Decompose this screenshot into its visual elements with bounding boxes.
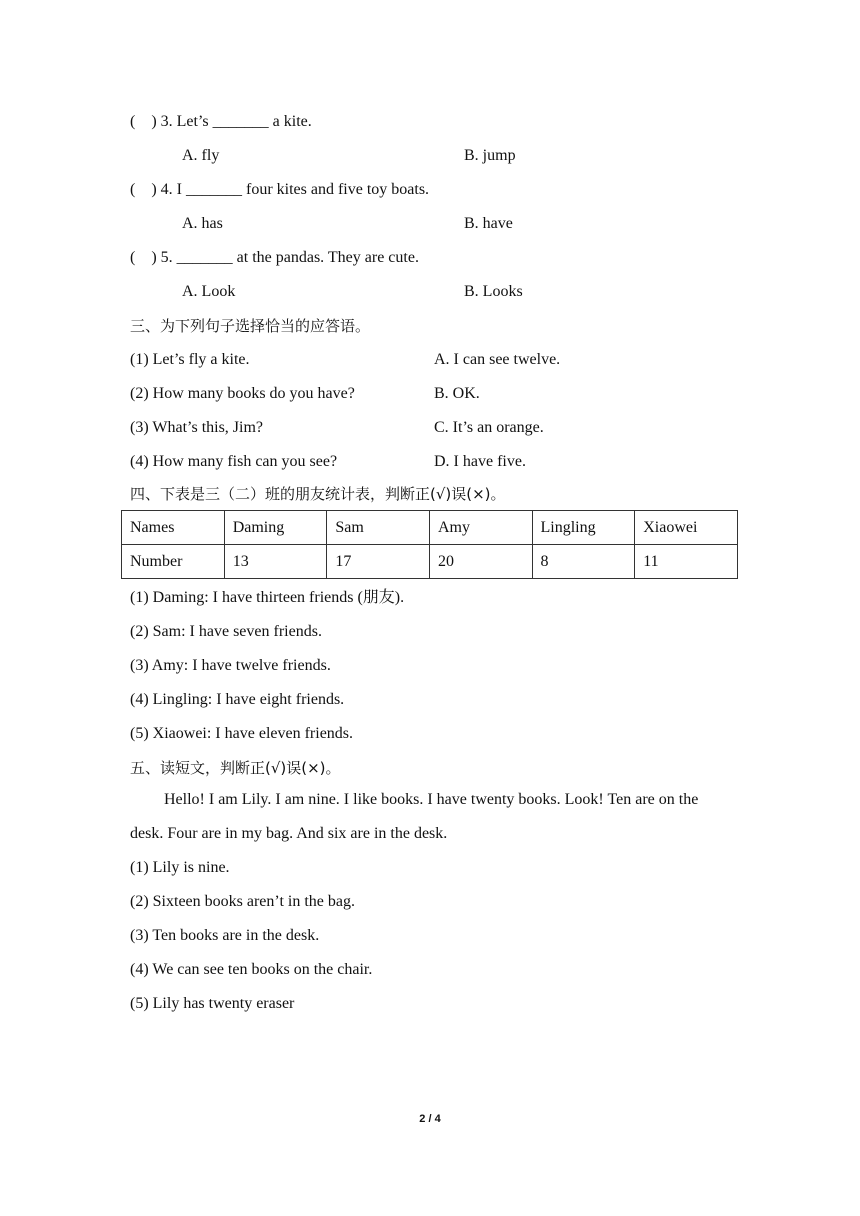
question-4-stem: ( ) 4. I _______ four kites and five toy boats. xyxy=(130,181,430,198)
question-3-option-b: B. jump xyxy=(464,147,516,164)
judge-item: (4) Lingling: I have eight friends. xyxy=(130,691,345,708)
question-5-option-b: B. Looks xyxy=(464,283,523,300)
table-cell: Amy xyxy=(429,511,532,545)
judge-item: (3) Amy: I have twelve friends. xyxy=(130,657,331,674)
question-3-stem: ( ) 3. Let’s _______ a kite. xyxy=(130,113,312,130)
table-row xyxy=(122,545,738,579)
table-cell: 20 xyxy=(429,545,532,579)
table-header-cell: Number xyxy=(122,545,225,579)
table-cell: Lingling xyxy=(532,511,635,545)
match-question: (4) How many fish can you see? xyxy=(130,453,338,470)
friends-table xyxy=(121,510,738,579)
section-4-heading: 四、下表是三（二）班的朋友统计表，判断正(√)误(×)。 xyxy=(130,485,506,503)
reading-item: (2) Sixteen books aren’t in the bag. xyxy=(130,893,355,910)
table-cell: Sam xyxy=(327,511,430,545)
judge-item: (5) Xiaowei: I have eleven friends. xyxy=(130,725,354,742)
table-cell: 13 xyxy=(224,545,327,579)
match-answer: C. It’s an orange. xyxy=(434,419,544,436)
table-header-cell: Names xyxy=(122,511,225,545)
table-cell: Daming xyxy=(224,511,327,545)
match-answer: D. I have five. xyxy=(434,453,526,470)
table-cell: Xiaowei xyxy=(635,511,738,545)
match-question: (3) What’s this, Jim? xyxy=(130,419,264,436)
table-cell: 17 xyxy=(327,545,430,579)
reading-passage: Hello! I am Lily. I am nine. I like books. I have twenty books. Look! Ten are on the desk. Four are in my bag. And six are in the desk. xyxy=(130,791,699,842)
section-5-heading: 五、读短文，判断正(√)误(×)。 xyxy=(130,759,341,777)
match-question: (1) Let’s fly a kite. xyxy=(130,351,250,368)
reading-item: (3) Ten books are in the desk. xyxy=(130,927,320,944)
reading-item: (5) Lily has twenty eraser xyxy=(130,995,295,1012)
judge-item: (1) Daming: I have thirteen friends (朋友). xyxy=(130,589,405,606)
question-3-option-a: A. fly xyxy=(182,147,220,164)
question-4-option-a: A. has xyxy=(182,215,223,232)
reading-item: (4) We can see ten books on the chair. xyxy=(130,961,373,978)
question-5-option-a: A. Look xyxy=(182,283,236,300)
page-number: 2 / 4 xyxy=(419,1113,441,1125)
match-question: (2) How many books do you have? xyxy=(130,385,355,402)
table-row xyxy=(122,511,738,545)
judge-item: (2) Sam: I have seven friends. xyxy=(130,623,322,640)
question-4-option-b: B. have xyxy=(464,215,513,232)
match-answer: A. I can see twelve. xyxy=(434,351,561,368)
match-answer: B. OK. xyxy=(434,385,480,402)
table-cell: 8 xyxy=(532,545,635,579)
section-3-heading: 三、为下列句子选择恰当的应答语。 xyxy=(130,317,371,335)
question-5-stem: ( ) 5. _______ at the pandas. They are cute. xyxy=(130,249,419,266)
reading-item: (1) Lily is nine. xyxy=(130,859,230,876)
table-cell: 11 xyxy=(635,545,738,579)
